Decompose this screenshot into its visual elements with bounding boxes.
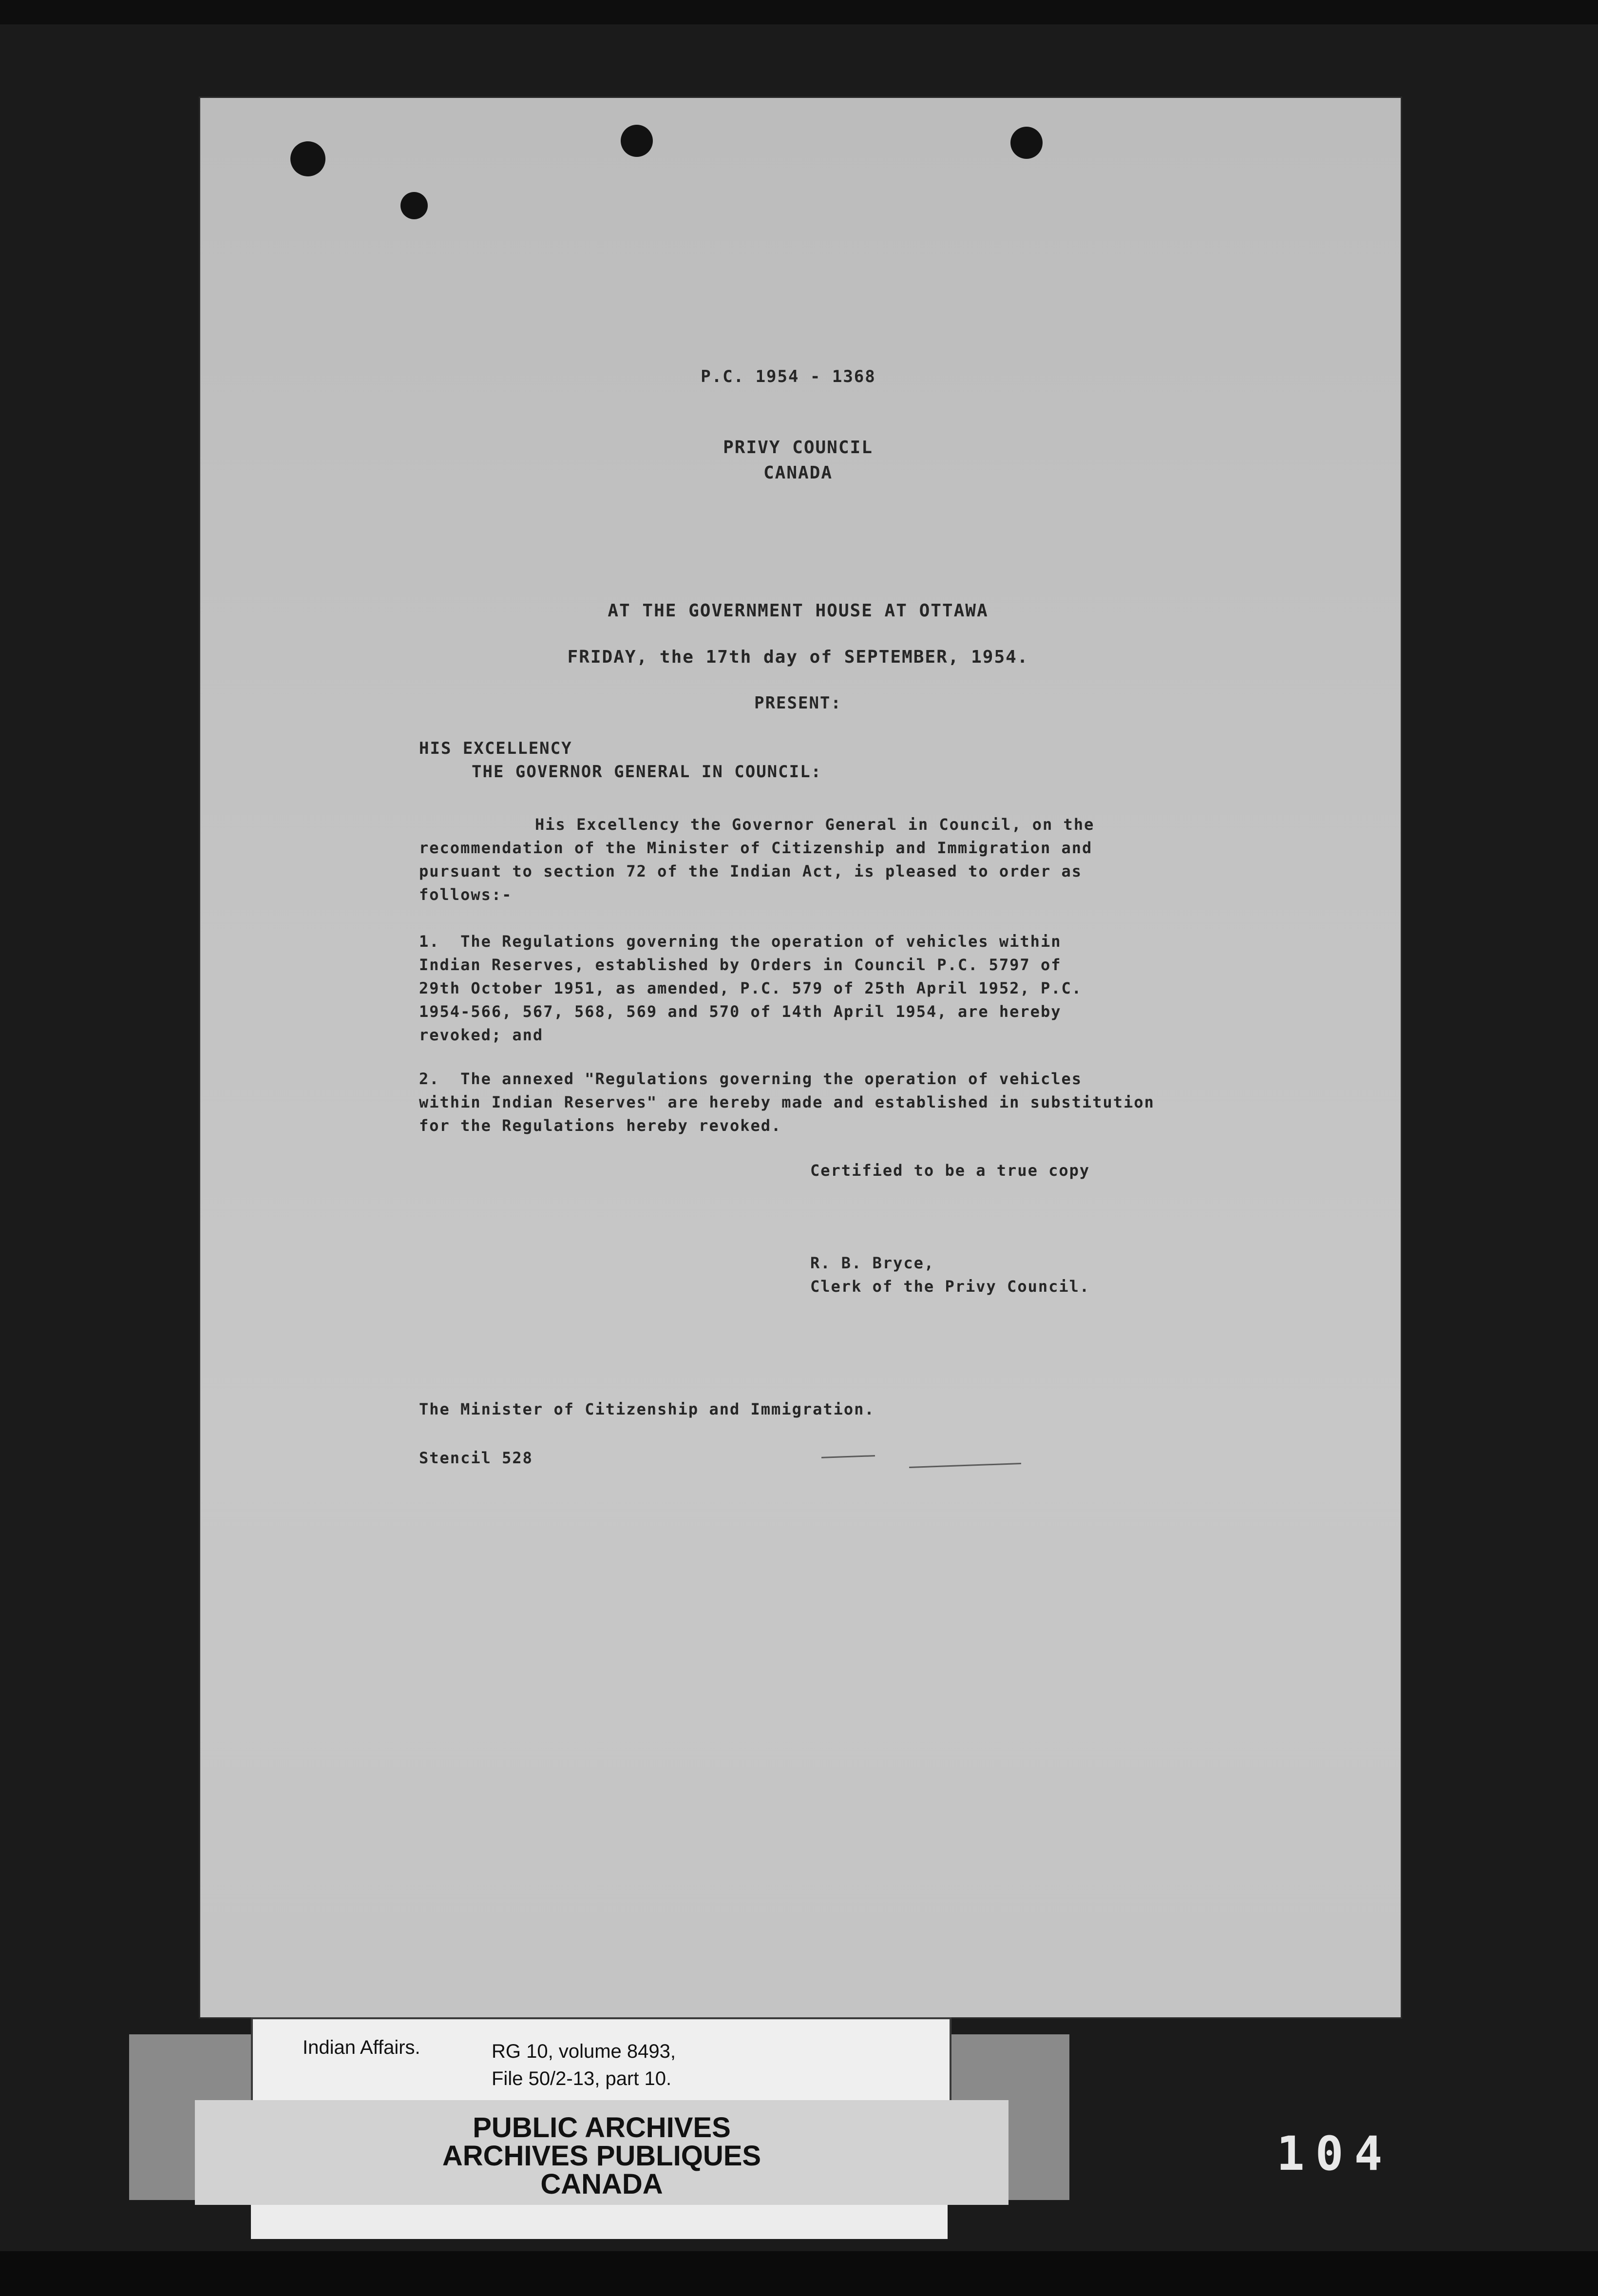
- clause-1-line: revoked; and: [419, 1026, 544, 1044]
- council-country: CANADA: [763, 463, 833, 483]
- meeting-place: AT THE GOVERNMENT HOUSE AT OTTAWA: [608, 601, 989, 621]
- department-text: Indian Affairs.: [303, 2037, 420, 2058]
- reference-line-1: RG 10, volume 8493,: [492, 2041, 676, 2062]
- punch-hole: [290, 141, 325, 176]
- stamp-line-2: ARCHIVES PUBLIQUES: [442, 2140, 761, 2172]
- order-number: P.C. 1954 - 1368: [701, 367, 876, 386]
- frame-number: 104: [1276, 2126, 1393, 2181]
- clause-1-line: 29th October 1951, as amended, P.C. 579 of 25th April 1952, P.C.: [419, 979, 1082, 997]
- addressee-line-1: HIS EXCELLENCY: [419, 739, 572, 758]
- clause-1-line: 1954-566, 567, 568, 569 and 570 of 14th April 1954, are hereby: [419, 1002, 1062, 1021]
- recipient-line: The Minister of Citizenship and Immigration.: [419, 1400, 875, 1418]
- stencil-number: Stencil 528: [419, 1449, 533, 1467]
- stamp-line-1: PUBLIC ARCHIVES: [473, 2112, 731, 2143]
- clause-1-line: Indian Reserves, established by Orders in Council P.C. 5797 of: [419, 956, 1062, 974]
- certification-text: Certified to be a true copy: [810, 1161, 1090, 1180]
- clause-1-line: 1. The Regulations governing the operation of vehicles within: [419, 932, 1062, 951]
- stamp-line-3: CANADA: [540, 2168, 663, 2200]
- document-page: [199, 96, 1402, 2019]
- archive-reference-label: [251, 2017, 951, 2109]
- addressee-line-2: THE GOVERNOR GENERAL IN COUNCIL:: [472, 762, 822, 782]
- clause-2-line: within Indian Reserves" are hereby made and established in substitution: [419, 1093, 1155, 1111]
- archives-stamp: [195, 2100, 1008, 2205]
- preamble-line: follows:-: [419, 885, 513, 904]
- clause-2-line: 2. The annexed "Regulations governing the operation of vehicles: [419, 1070, 1082, 1088]
- meeting-date: FRIDAY, the 17th day of SEPTEMBER, 1954.: [567, 647, 1029, 667]
- punch-hole: [400, 192, 428, 219]
- handwritten-mark: [821, 1455, 875, 1458]
- punch-hole: [621, 125, 653, 157]
- film-frame-bottom: [0, 2251, 1598, 2296]
- preamble-line: His Excellency the Governor General in Council, on the: [535, 815, 1095, 834]
- signer-name: R. B. Bryce,: [810, 1254, 935, 1272]
- preamble-line: pursuant to section 72 of the Indian Act, is pleased to order as: [419, 862, 1082, 880]
- label-bottom-strip: [251, 2205, 948, 2239]
- council-name: PRIVY COUNCIL: [723, 438, 873, 458]
- signer-title: Clerk of the Privy Council.: [810, 1277, 1090, 1296]
- clause-2-line: for the Regulations hereby revoked.: [419, 1116, 782, 1135]
- present-heading: PRESENT:: [754, 693, 842, 713]
- preamble-line: recommendation of the Minister of Citizenship and Immigration and: [419, 839, 1093, 857]
- film-frame-top: [0, 0, 1598, 24]
- handwritten-mark: [909, 1463, 1021, 1468]
- punch-hole: [1010, 127, 1043, 159]
- reference-line-2: File 50/2-13, part 10.: [492, 2068, 672, 2089]
